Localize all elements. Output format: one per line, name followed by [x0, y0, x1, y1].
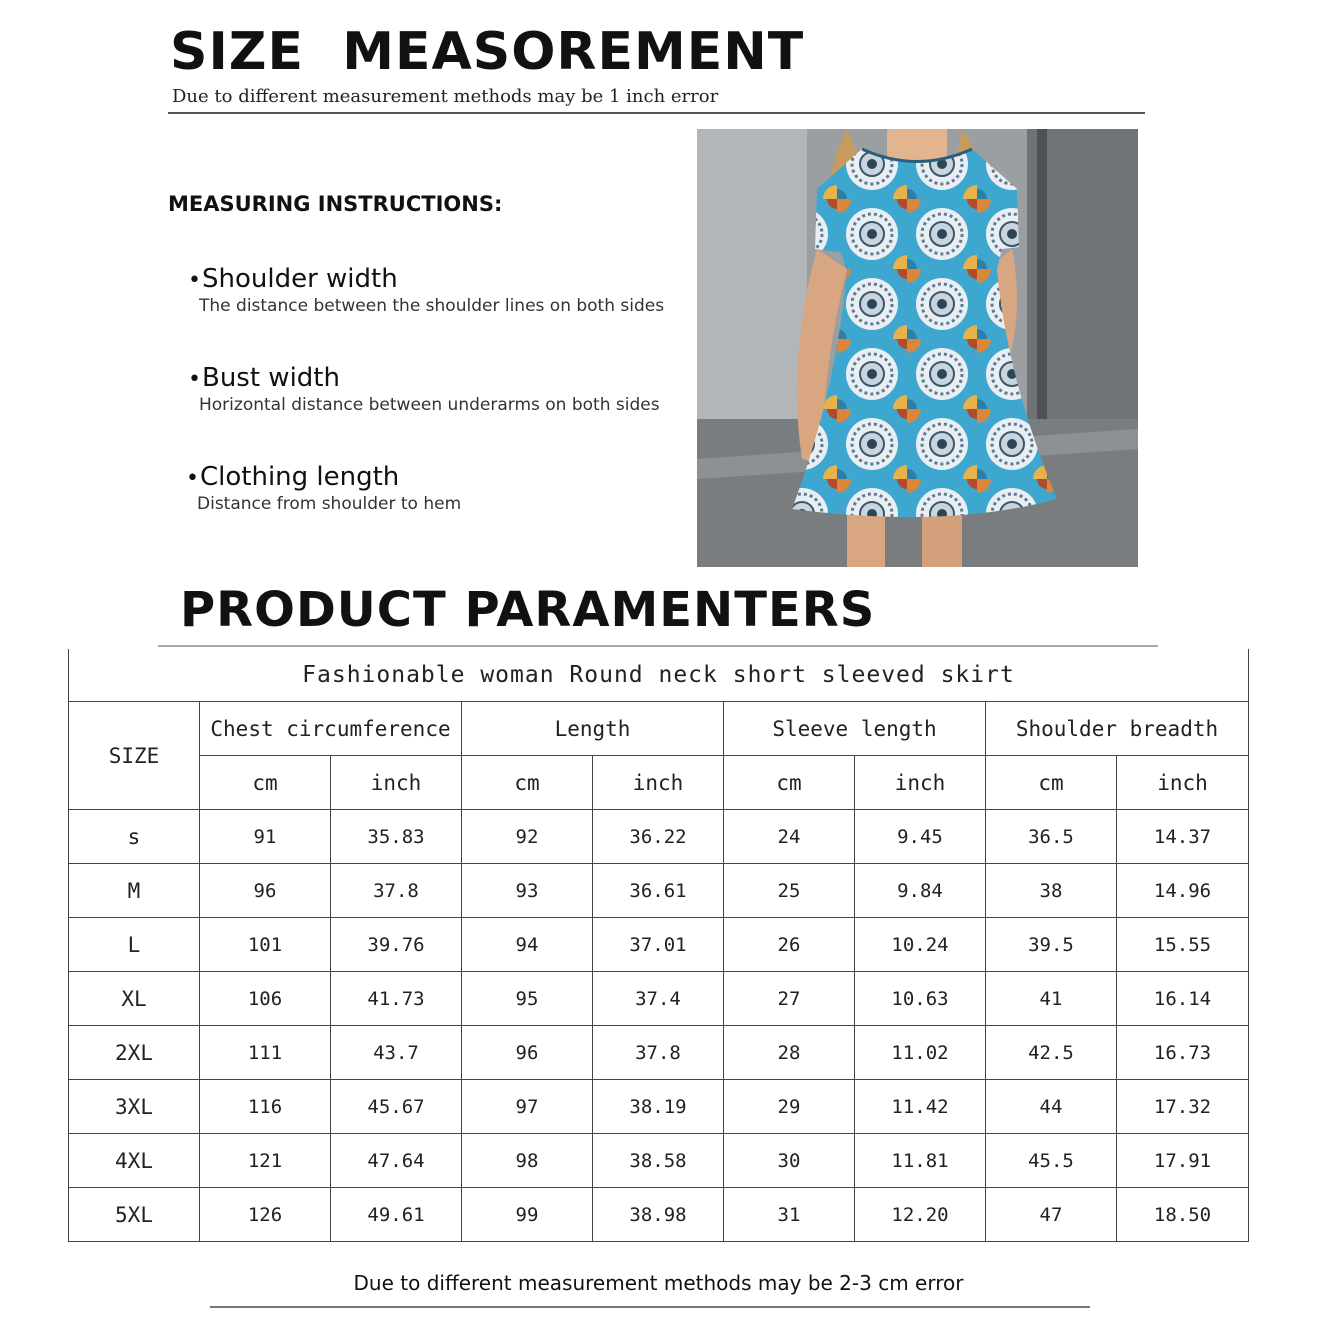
instruction-name: Bust width: [201, 363, 340, 393]
size-cell: 3XL: [69, 1080, 200, 1134]
unit-header: inch: [331, 756, 462, 810]
instruction-bust-width: [188, 363, 660, 415]
chest-circumference-header: Chest circumference: [200, 702, 462, 756]
table-unit-header-row: [69, 756, 1249, 810]
size-cell: L: [69, 918, 200, 972]
length-header: Length: [462, 702, 724, 756]
product-parameters-title: PRODUCT PARAMENTERS: [180, 582, 876, 638]
measurement-cell: 11.42: [855, 1080, 986, 1134]
measurement-cell: 93: [462, 864, 593, 918]
measurement-cell: 45.67: [331, 1080, 462, 1134]
measurement-cell: 49.61: [331, 1188, 462, 1242]
table-caption-row: [69, 649, 1249, 702]
measurement-cell: 12.20: [855, 1188, 986, 1242]
measurement-cell: 9.45: [855, 810, 986, 864]
unit-header: inch: [593, 756, 724, 810]
dress-illustration: [697, 129, 1138, 567]
table-row: [69, 1080, 1249, 1134]
measurement-cell: 98: [462, 1134, 593, 1188]
measurement-cell: 42.5: [986, 1026, 1117, 1080]
instruction-name: Shoulder width: [201, 264, 398, 294]
table-caption: Fashionable woman Round neck short sleeved skirt: [69, 649, 1249, 702]
table-row: [69, 1026, 1249, 1080]
size-cell: XL: [69, 972, 200, 1026]
table-row: [69, 810, 1249, 864]
instruction-shoulder-width: [188, 264, 664, 316]
measurement-cell: 35.83: [331, 810, 462, 864]
instruction-desc: Distance from shoulder to hem: [197, 494, 462, 514]
measurement-cell: 31: [724, 1188, 855, 1242]
measurement-cell: 26: [724, 918, 855, 972]
measurement-cell: 92: [462, 810, 593, 864]
size-column-header: SIZE: [69, 702, 200, 810]
measurement-cell: 14.96: [1117, 864, 1249, 918]
footer-note: Due to different measurement methods may be 2-3 cm error: [353, 1271, 964, 1295]
shoulder-breadth-header: Shoulder breadth: [986, 702, 1249, 756]
unit-header: cm: [462, 756, 593, 810]
size-cell: s: [69, 810, 200, 864]
measurement-cell: 16.14: [1117, 972, 1249, 1026]
unit-header: cm: [200, 756, 331, 810]
measurement-cell: 15.55: [1117, 918, 1249, 972]
measurement-cell: 25: [724, 864, 855, 918]
measurement-cell: 10.24: [855, 918, 986, 972]
measurement-cell: 121: [200, 1134, 331, 1188]
size-cell: 2XL: [69, 1026, 200, 1080]
measurement-cell: 39.5: [986, 918, 1117, 972]
measurement-cell: 44: [986, 1080, 1117, 1134]
measurement-cell: 14.37: [1117, 810, 1249, 864]
measurement-cell: 11.02: [855, 1026, 986, 1080]
measurement-cell: 111: [200, 1026, 331, 1080]
size-cell: 5XL: [69, 1188, 200, 1242]
size-cell: 4XL: [69, 1134, 200, 1188]
measurement-cell: 38.98: [593, 1188, 724, 1242]
measurement-cell: 37.4: [593, 972, 724, 1026]
measurement-cell: 11.81: [855, 1134, 986, 1188]
table-group-header-row: [69, 702, 1249, 756]
measurement-cell: 99: [462, 1188, 593, 1242]
table-row: [69, 972, 1249, 1026]
size-measurement-subtitle: Due to different measurement methods may be 1 inch error: [172, 86, 719, 107]
sleeve-length-header: Sleeve length: [724, 702, 986, 756]
measurement-cell: 30: [724, 1134, 855, 1188]
table-row: [69, 864, 1249, 918]
measurement-cell: 116: [200, 1080, 331, 1134]
table-row: [69, 918, 1249, 972]
measurement-cell: 91: [200, 810, 331, 864]
measurement-cell: 36.61: [593, 864, 724, 918]
measurement-cell: 96: [200, 864, 331, 918]
measurement-cell: 37.8: [593, 1026, 724, 1080]
parameters-divider: [158, 645, 1158, 647]
size-cell: M: [69, 864, 200, 918]
measurement-cell: 10.63: [855, 972, 986, 1026]
header-divider: [168, 112, 1145, 114]
instruction-clothing-length: [186, 462, 461, 514]
measurement-cell: 37.8: [331, 864, 462, 918]
size-chart-table: [68, 649, 1249, 1242]
measurement-cell: 94: [462, 918, 593, 972]
measurement-cell: 38.58: [593, 1134, 724, 1188]
unit-header: inch: [855, 756, 986, 810]
product-photo: [697, 129, 1138, 567]
measurement-cell: 18.50: [1117, 1188, 1249, 1242]
measurement-cell: 96: [462, 1026, 593, 1080]
measurement-cell: 41: [986, 972, 1117, 1026]
measurement-cell: 101: [200, 918, 331, 972]
bullet-icon: •: [188, 268, 201, 293]
measurement-cell: 29: [724, 1080, 855, 1134]
measurement-cell: 126: [200, 1188, 331, 1242]
instruction-desc: Horizontal distance between underarms on both sides: [199, 395, 660, 415]
instruction-desc: The distance between the shoulder lines on both sides: [199, 296, 665, 316]
measurement-cell: 17.32: [1117, 1080, 1249, 1134]
measurement-cell: 28: [724, 1026, 855, 1080]
unit-header: inch: [1117, 756, 1249, 810]
measurement-cell: 36.22: [593, 810, 724, 864]
measuring-instructions-heading: MEASURING INSTRUCTIONS:: [168, 192, 503, 216]
measurement-cell: 17.91: [1117, 1134, 1249, 1188]
measurement-cell: 16.73: [1117, 1026, 1249, 1080]
measurement-cell: 97: [462, 1080, 593, 1134]
bullet-icon: •: [186, 466, 199, 491]
measurement-cell: 47.64: [331, 1134, 462, 1188]
unit-header: cm: [724, 756, 855, 810]
measurement-cell: 38: [986, 864, 1117, 918]
measurement-cell: 24: [724, 810, 855, 864]
measurement-cell: 36.5: [986, 810, 1117, 864]
measurement-cell: 39.76: [331, 918, 462, 972]
measurement-cell: 9.84: [855, 864, 986, 918]
measurement-cell: 27: [724, 972, 855, 1026]
bullet-icon: •: [188, 367, 201, 392]
measurement-cell: 95: [462, 972, 593, 1026]
measurement-cell: 47: [986, 1188, 1117, 1242]
measurement-cell: 37.01: [593, 918, 724, 972]
table-row: [69, 1134, 1249, 1188]
size-measurement-title: SIZE MEASOREMENT: [170, 22, 805, 82]
footer-divider: [210, 1306, 1090, 1308]
size-rows: [69, 810, 1249, 1242]
measurement-cell: 38.19: [593, 1080, 724, 1134]
table-row: [69, 1188, 1249, 1242]
measurement-cell: 41.73: [331, 972, 462, 1026]
measurement-cell: 43.7: [331, 1026, 462, 1080]
unit-header: cm: [986, 756, 1117, 810]
measurement-cell: 45.5: [986, 1134, 1117, 1188]
instruction-name: Clothing length: [199, 462, 400, 492]
measurement-cell: 106: [200, 972, 331, 1026]
